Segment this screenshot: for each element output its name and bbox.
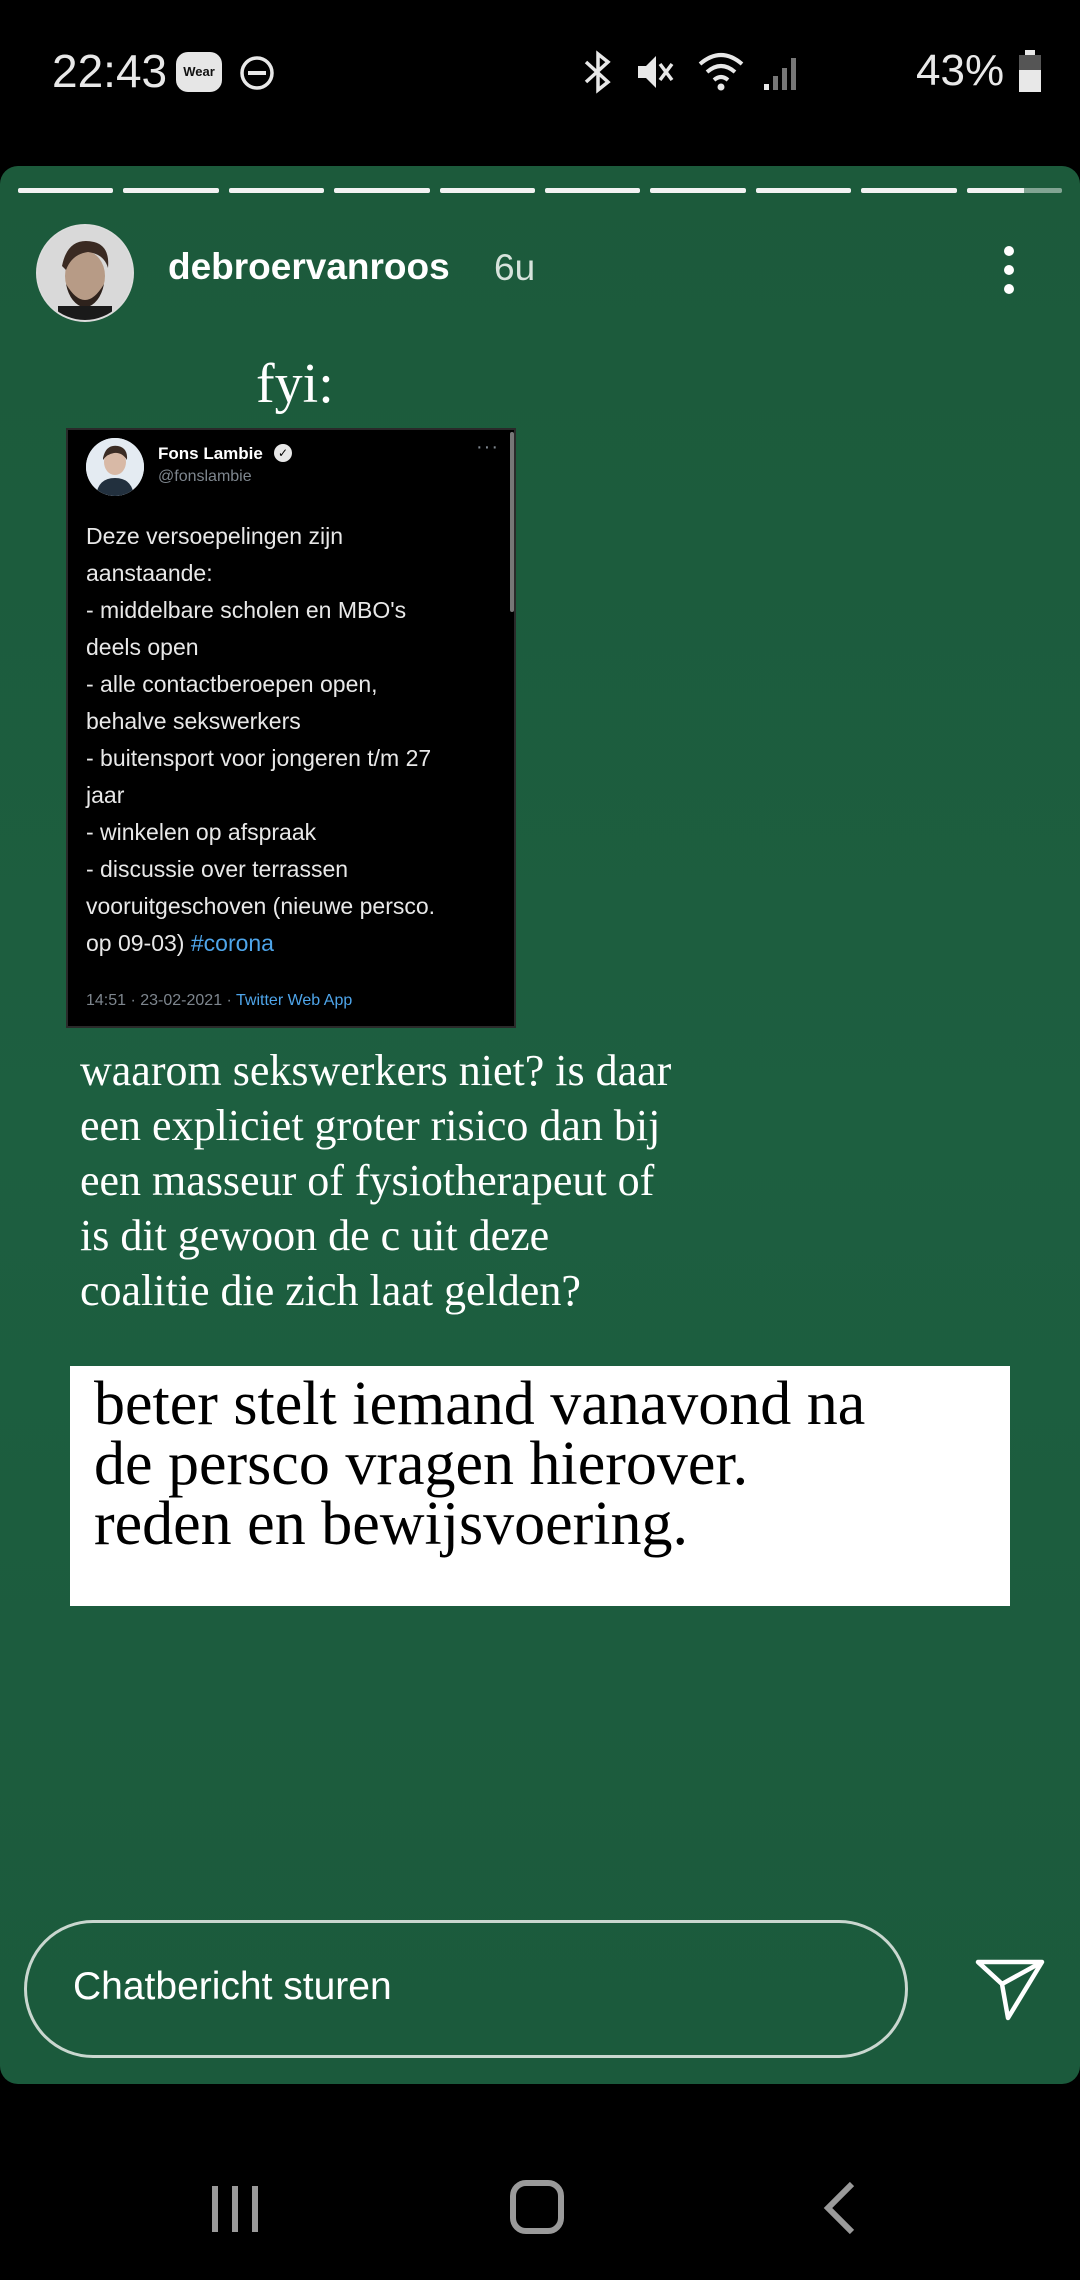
highlight-line: de persco vragen hierover. [94, 1430, 749, 1498]
story-time-ago: 6u [494, 247, 536, 288]
status-bar [0, 0, 1080, 160]
tweet-screenshot [66, 428, 516, 1028]
tweet-hashtag[interactable]: #corona [190, 930, 274, 956]
status-icons [580, 44, 1080, 100]
home-icon[interactable] [510, 2180, 564, 2234]
tweet-line: behalve sekswerkers [86, 708, 301, 734]
caption-line: waarom sekswerkers niet? is daar [80, 1046, 672, 1095]
progress-segment [18, 188, 113, 193]
tweet-meta [86, 992, 352, 1010]
tweet-line: Deze versoepelingen zijn [86, 523, 343, 549]
progress-segment [756, 188, 851, 193]
tweet-scrollbar [510, 432, 514, 612]
tweet-line: - middelbare scholen en MBO's [86, 597, 407, 623]
tweet-line: aanstaande: [86, 560, 213, 586]
tweet-line-text: op 09-03) [86, 930, 185, 956]
back-icon[interactable] [820, 2180, 860, 2236]
progress-segment [650, 188, 745, 193]
tweet-line: vooruitgeschoven (nieuwe persco. [86, 893, 436, 919]
verified-icon: ✓ [274, 444, 292, 462]
send-icon[interactable] [974, 1956, 1046, 2022]
wifi-icon [696, 50, 746, 94]
battery-percent: 43% [916, 46, 1005, 95]
tweet-more-icon: ··· [476, 436, 499, 458]
navigation-bar [0, 2084, 1080, 2280]
caption-line: een masseur of fysiotherapeut of [80, 1156, 655, 1205]
tweet-author: Fons Lambie [158, 444, 263, 463]
tweet-body [86, 518, 496, 962]
tweet-line: - alle contactberoepen open, [86, 671, 378, 697]
tweet-line [86, 925, 496, 962]
story-view[interactable] [0, 166, 1080, 2084]
tweet-line: - buitensport voor jongeren t/m 27 [86, 745, 432, 771]
reply-input[interactable] [24, 1920, 908, 2058]
tweet-timestamp: 14:51 · 23-02-2021 · [86, 992, 237, 1009]
story-caption [80, 1043, 671, 1318]
bluetooth-icon [580, 50, 616, 94]
story-username[interactable]: debroervanroos [168, 246, 450, 287]
avatar[interactable] [36, 224, 134, 322]
tweet-line: jaar [86, 782, 125, 808]
mute-icon [634, 50, 674, 94]
avatar-image [38, 226, 132, 320]
caption-line: is dit gewoon de c uit deze [80, 1211, 550, 1260]
tweet-avatar [86, 438, 144, 496]
progress-segment [440, 188, 535, 193]
signal-icon [762, 50, 804, 94]
status-time: 22:43 [52, 45, 168, 97]
reply-placeholder: Chatbericht sturen [73, 1965, 392, 2008]
progress-segment [334, 188, 429, 193]
tweet-app: Twitter Web App [236, 992, 353, 1009]
highlight-text-box [70, 1366, 1010, 1606]
highlight-line: reden en bewijsvoering. [94, 1490, 688, 1558]
dnd-icon [238, 54, 276, 92]
progress-segment [229, 188, 324, 193]
progress-segment [967, 188, 1062, 193]
caption-line: een expliciet groter risico dan bij [80, 1101, 661, 1150]
tweet-line: - discussie over terrassen [86, 856, 349, 882]
tweet-line: - winkelen op afspraak [86, 819, 317, 845]
fyi-text: fyi: [256, 353, 334, 415]
story-progress-bar [18, 188, 1062, 193]
tweet-line: deels open [86, 634, 199, 660]
caption-line: coalitie die zich laat gelden? [80, 1266, 581, 1315]
more-options-icon[interactable] [990, 242, 1030, 298]
progress-segment [861, 188, 956, 193]
progress-segment [545, 188, 640, 193]
wear-badge: Wear [176, 52, 222, 92]
progress-segment [123, 188, 218, 193]
highlight-line: beter stelt iemand vanavond na [94, 1370, 866, 1438]
battery-icon [1016, 48, 1044, 94]
recent-apps-icon[interactable] [210, 2184, 260, 2234]
tweet-handle: @fonslambie [158, 468, 252, 485]
